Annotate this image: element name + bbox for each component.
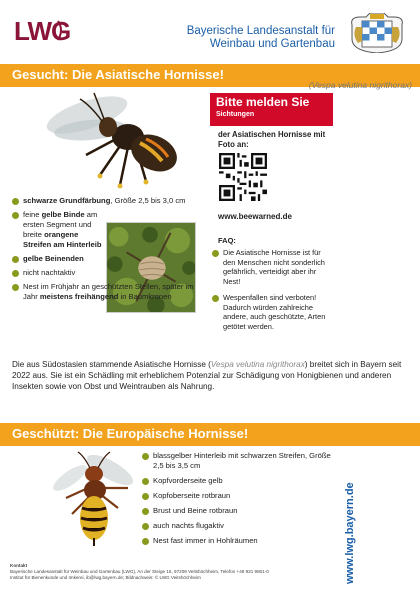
feature-text: , Größe 2,5 bis 3,0 cm xyxy=(110,196,186,205)
faq-text: Die Asiatische Hornisse ist für den Menschen nicht sonderlich gefährlich, verteidigt aber ihr Nest! xyxy=(223,248,325,286)
feature-text: nicht nachtaktiv xyxy=(23,268,76,277)
contact-label: Kontakt xyxy=(10,563,28,568)
bullet-icon xyxy=(12,198,19,205)
list-item xyxy=(142,536,337,546)
faq-item xyxy=(212,248,330,286)
report-instruction: der Asiatischen Hornisse mit Foto an: xyxy=(218,130,326,149)
feature-bold: gelbe Binde xyxy=(41,210,85,219)
european-feature-list xyxy=(142,451,337,551)
faq-text: Wespenfallen sind verboten! Dadurch würden zahlreiche andere, auch geschützte, Arten getötet werden. xyxy=(223,293,326,331)
bullet-icon xyxy=(142,508,149,515)
intro-paragraph xyxy=(12,359,408,392)
bullet-icon xyxy=(12,270,19,277)
bullet-icon xyxy=(142,523,149,530)
qr-code-icon[interactable] xyxy=(219,153,267,201)
bullet-icon xyxy=(142,538,149,545)
report-sighting-box xyxy=(210,93,333,126)
contact-footer xyxy=(10,563,340,581)
institution-name xyxy=(160,25,335,51)
feature-text: Kopfvorderseite gelb xyxy=(153,476,223,485)
bullet-icon xyxy=(142,478,149,485)
bavarian-coat-of-arms-icon xyxy=(348,13,406,53)
bullet-icon xyxy=(12,284,19,291)
report-subtitle: Sichtungen xyxy=(216,111,255,118)
feature-text: auch nachts flugaktiv xyxy=(153,521,224,530)
list-item xyxy=(12,268,202,278)
feature-bold: meistens freihängend xyxy=(39,292,119,301)
feature-text: Nest im Frühjahr an geschützten Stellen, später im Jahr xyxy=(23,282,194,301)
lwg-logo xyxy=(14,16,74,46)
european-hornet-image xyxy=(48,448,140,550)
bullet-icon xyxy=(212,250,219,257)
feature-text: blassgelber Hinterleib mit schwarzen Streifen, Größe 2,5 bis 3,5 cm xyxy=(153,451,331,470)
bullet-icon xyxy=(12,256,19,263)
list-item xyxy=(142,521,337,531)
feature-text: Nest fast immer in Hohlräumen xyxy=(153,536,258,545)
list-item xyxy=(12,282,202,302)
asian-feature-list xyxy=(12,196,202,306)
scientific-name: (Vespa velutina nigrithorax) xyxy=(308,80,412,90)
website-vertical xyxy=(344,480,358,584)
asian-hornet-image xyxy=(42,85,202,200)
bullet-icon xyxy=(212,295,219,302)
list-item xyxy=(12,254,202,264)
institution-line-2: Weinbau und Gartenbau xyxy=(209,38,335,50)
faq-item xyxy=(212,293,330,331)
list-item xyxy=(142,451,337,471)
asian-hornet-title: Gesucht: Die Asiatische Hornisse! xyxy=(0,64,420,87)
european-hornet-title: Geschützt: Die Europäische Hornisse! xyxy=(0,423,420,446)
feature-bold: schwarze Grundfärbung xyxy=(23,196,111,205)
list-item xyxy=(12,210,104,250)
list-item xyxy=(12,196,202,206)
bullet-icon xyxy=(12,212,19,219)
svg-text:LWG: LWG xyxy=(14,16,71,46)
list-item xyxy=(142,476,337,486)
institution-line-1: Bayerische Landesanstalt für xyxy=(186,25,335,37)
list-item xyxy=(142,491,337,501)
bullet-icon xyxy=(142,493,149,500)
feature-text: in Baumkronen xyxy=(118,292,172,301)
contact-line-2: Institut für Bienenkunde und Imkerei, ib@lwg.bayern.de; Bildnachweis: © LWG Veitshöchheim xyxy=(10,575,201,580)
intro-text: ) breitet sich in Bayern seit 2022 aus. Sie ist ein Schädling mit erheblichem Potenzial zur Schädigung von Honigbienen und anderen Insekten sowie von Obst und Weintrauben als Nahrung. xyxy=(12,360,402,391)
feature-text: Kopfoberseite rotbraun xyxy=(153,491,231,500)
bullet-icon xyxy=(142,453,149,460)
faq-title: FAQ: xyxy=(218,236,236,245)
intro-text: Die aus Südostasien stammende Asiatische Hornisse ( xyxy=(12,360,211,369)
feature-text: am ersten Segment und breite xyxy=(23,210,98,239)
faq-list xyxy=(212,248,330,338)
feature-text: feine xyxy=(23,210,42,219)
feature-bold: orangene Streifen am Hinterleib xyxy=(23,230,102,249)
feature-text: Brust und Beine rotbraun xyxy=(153,506,238,515)
intro-italic: Vespa velutina nigrithorax xyxy=(210,360,305,369)
report-url-link[interactable]: www.beewarned.de xyxy=(218,212,292,221)
website-link[interactable]: www.lwg.bayern.de xyxy=(344,482,356,584)
contact-line-1: Bayerische Landesanstalt für Weinbau und Gartenbau (LWG), An der Steige 15, 97209 Veitshöchheim, Telefon +49 931 9801-0 xyxy=(10,569,269,574)
list-item xyxy=(142,506,337,516)
feature-bold: gelbe Beinenden xyxy=(23,254,84,263)
report-title: Bitte melden Sie xyxy=(216,95,310,109)
